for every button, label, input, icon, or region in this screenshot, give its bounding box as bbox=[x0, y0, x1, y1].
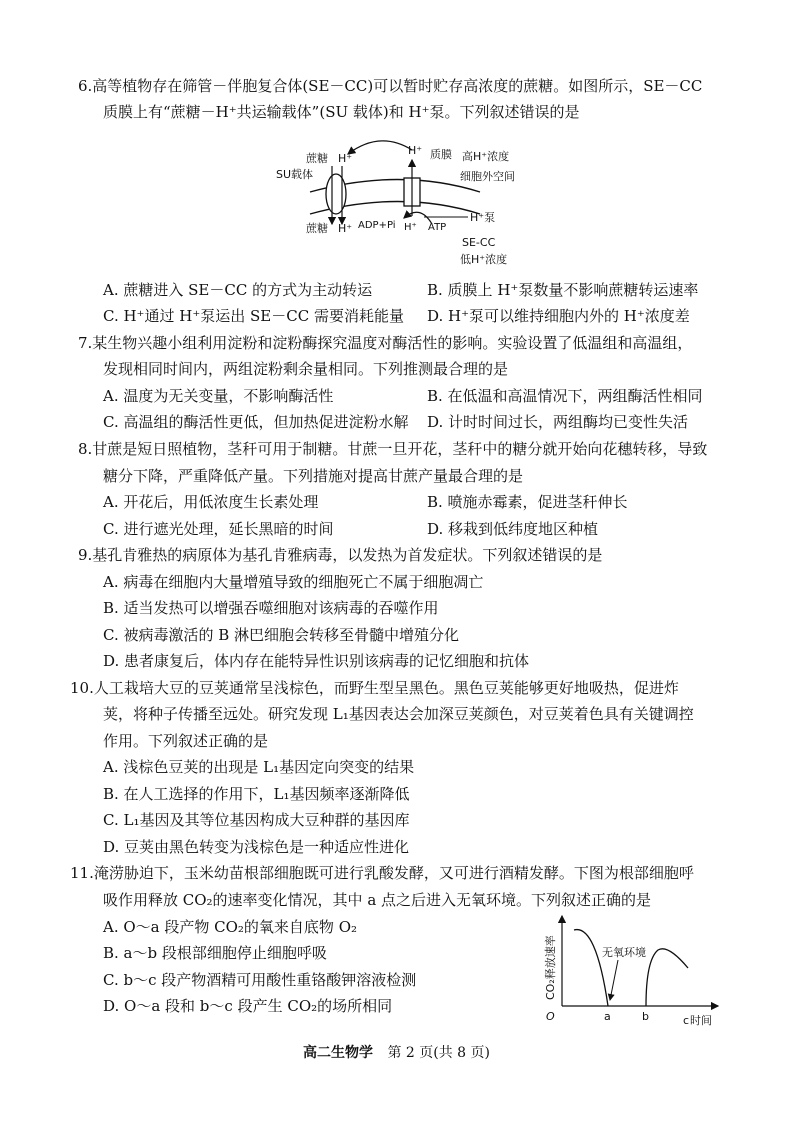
q7-option-c: C. 高温组的酶活性更低，但加热促进淀粉水解 bbox=[103, 413, 409, 431]
graph-xlabel: 时间 bbox=[690, 1014, 712, 1027]
fig-sucrose-top: 蔗糖 bbox=[306, 152, 328, 165]
q6-stem-line2: 质膜上有“蔗糖－H⁺共运输载体”(SU 载体)和 H⁺泵。下列叙述错误的是 bbox=[103, 103, 580, 121]
q8-stem-line2: 糖分下降，严重降低产量。下列措施对提高甘蔗产量最合理的是 bbox=[103, 467, 524, 485]
fig-h-pump-top: H⁺ bbox=[408, 144, 423, 157]
footer-page-number: 第 2 页(共 8 页) bbox=[387, 1045, 490, 1061]
q6-membrane-diagram bbox=[270, 132, 530, 272]
q10-option-c: C. L₁基因及其等位基因构成大豆种群的基因库 bbox=[103, 811, 410, 829]
q9-option-b: B. 适当发热可以增强吞噬细胞对该病毒的吞噬作用 bbox=[103, 599, 439, 617]
q8-option-c: C. 进行遮光处理，延长黑暗的时间 bbox=[103, 520, 334, 538]
q8-option-a: A. 开花后，用低浓度生长素处理 bbox=[103, 493, 319, 511]
q10-stem-line1: 10.人工栽培大豆的豆荚通常呈浅棕色，而野生型呈黑色。黑色豆荚能够更好地吸热，促进炸 bbox=[70, 679, 679, 697]
q11-stem-line2: 吸作用释放 CO₂的速率变化情况，其中 a 点之后进入无氧环境。下列叙述正确的是 bbox=[103, 891, 652, 909]
q10-option-d: D. 豆荚由黑色转变为浅棕色是一种适应性进化 bbox=[103, 838, 410, 856]
q6-option-d: D. H⁺泵可以维持细胞内外的 H⁺浓度差 bbox=[427, 307, 690, 325]
page-footer bbox=[0, 1042, 793, 1062]
fig-atp: ATP bbox=[428, 222, 447, 233]
q6-stem-line1: 6.高等植物存在筛管－伴胞复合体(SE－CC)可以暂时贮存高浓度的蔗糖。如图所示，SE－CC bbox=[78, 77, 703, 95]
q9-stem-line1: 9.基孔肯雅热的病原体为基孔肯雅病毒，以发热为首发症状。下列叙述错误的是 bbox=[78, 546, 603, 564]
q11-co2-rate-graph bbox=[538, 912, 723, 1030]
q11-option-b: B. a～b 段根部细胞停止细胞呼吸 bbox=[103, 944, 327, 962]
graph-point-a: a bbox=[604, 1010, 611, 1023]
q11-stem-line1: 11.淹涝胁迫下，玉米幼苗根部细胞既可进行乳酸发酵，又可进行酒精发酵。下图为根部细胞呼 bbox=[70, 864, 694, 882]
q9-option-d: D. 患者康复后，体内存在能特异性识别该病毒的记忆细胞和抗体 bbox=[103, 652, 530, 670]
q7-option-a: A. 温度为无关变量，不影响酶活性 bbox=[103, 387, 334, 405]
q8-option-b: B. 喷施赤霉素，促进茎秆伸长 bbox=[427, 493, 628, 511]
footer-subject: 高二生物学 bbox=[303, 1045, 373, 1061]
graph-point-c: c bbox=[683, 1014, 690, 1027]
curve-o-to-a bbox=[574, 930, 608, 1006]
q10-stem-line2: 荚，将种子传播至远处。研究发现 L₁基因表达会加深豆荚颜色，对豆荚着色具有关键调控 bbox=[103, 705, 694, 723]
graph-origin: O bbox=[546, 1010, 555, 1023]
q10-stem-line3: 作用。下列叙述正确的是 bbox=[103, 732, 269, 750]
fig-adp-pi: ADP+Pi bbox=[358, 220, 396, 231]
fig-sucrose-bottom: 蔗糖 bbox=[306, 222, 328, 235]
graph-point-b: b bbox=[642, 1010, 649, 1023]
q9-option-c: C. 被病毒激活的 B 淋巴细胞会转移至骨髓中增殖分化 bbox=[103, 626, 460, 644]
fig-high-h: 高H⁺浓度 bbox=[462, 150, 510, 163]
fig-h-pump-label: H⁺泵 bbox=[470, 211, 496, 224]
q7-option-d: D. 计时时间过长，两组酶均已变性失活 bbox=[427, 413, 689, 431]
fig-h-bottom: H⁺ bbox=[338, 222, 353, 235]
graph-ylabel: CO₂释放速率 bbox=[544, 935, 557, 1000]
q11-option-c: C. b～c 段产物酒精可用酸性重铬酸钾溶液检测 bbox=[103, 971, 417, 989]
graph-annotation: 无氧环境 bbox=[602, 946, 646, 959]
curve-b-to-c bbox=[646, 949, 688, 1006]
q6-option-a: A. 蔗糖进入 SE－CC 的方式为主动转运 bbox=[103, 281, 373, 299]
q11-option-d: D. O～a 段和 b～c 段产生 CO₂的场所相同 bbox=[103, 997, 393, 1015]
q7-stem-line1: 7.某生物兴趣小组利用淀粉和淀粉酶探究温度对酶活性的影响。实验设置了低温组和高温组， bbox=[78, 334, 693, 352]
q10-option-a: A. 浅棕色豆荚的出现是 L₁基因定向突变的结果 bbox=[103, 758, 415, 776]
q7-stem-line2: 发现相同时间内，两组淀粉剩余量相同。下列推测最合理的是 bbox=[103, 360, 509, 378]
h-cycle-arrow bbox=[348, 141, 412, 154]
fig-membrane: 质膜 bbox=[430, 148, 452, 161]
q8-stem-line1: 8.甘蔗是短日照植物，茎秆可用于制糖。甘蔗一旦开花，茎秆中的糖分就开始向花穗转移，导致 bbox=[78, 440, 708, 458]
fig-se-cc: SE-CC bbox=[462, 236, 496, 249]
q11-option-a: A. O～a 段产物 CO₂的氧来自底物 O₂ bbox=[103, 918, 358, 936]
q7-option-b: B. 在低温和高温情况下，两组酶活性相同 bbox=[427, 387, 703, 405]
fig-h-top: H⁺ bbox=[338, 152, 353, 165]
anaerobic-arrow bbox=[610, 960, 618, 1000]
fig-su-carrier: SU载体 bbox=[276, 168, 314, 181]
q6-option-c: C. H⁺通过 H⁺泵运出 SE－CC 需要消耗能量 bbox=[103, 307, 404, 325]
su-carrier-shape bbox=[326, 174, 346, 214]
fig-extracellular: 细胞外空间 bbox=[460, 170, 515, 183]
q10-option-b: B. 在人工选择的作用下，L₁基因频率逐渐降低 bbox=[103, 785, 410, 803]
q9-option-a: A. 病毒在细胞内大量增殖导致的细胞死亡不属于细胞凋亡 bbox=[103, 573, 484, 591]
q6-option-b: B. 质膜上 H⁺泵数量不影响蔗糖转运速率 bbox=[427, 281, 699, 299]
fig-h-pump-bottom: H⁺ bbox=[404, 222, 417, 233]
q8-option-d: D. 移栽到低纬度地区种植 bbox=[427, 520, 599, 538]
fig-low-h: 低H⁺浓度 bbox=[460, 253, 508, 266]
